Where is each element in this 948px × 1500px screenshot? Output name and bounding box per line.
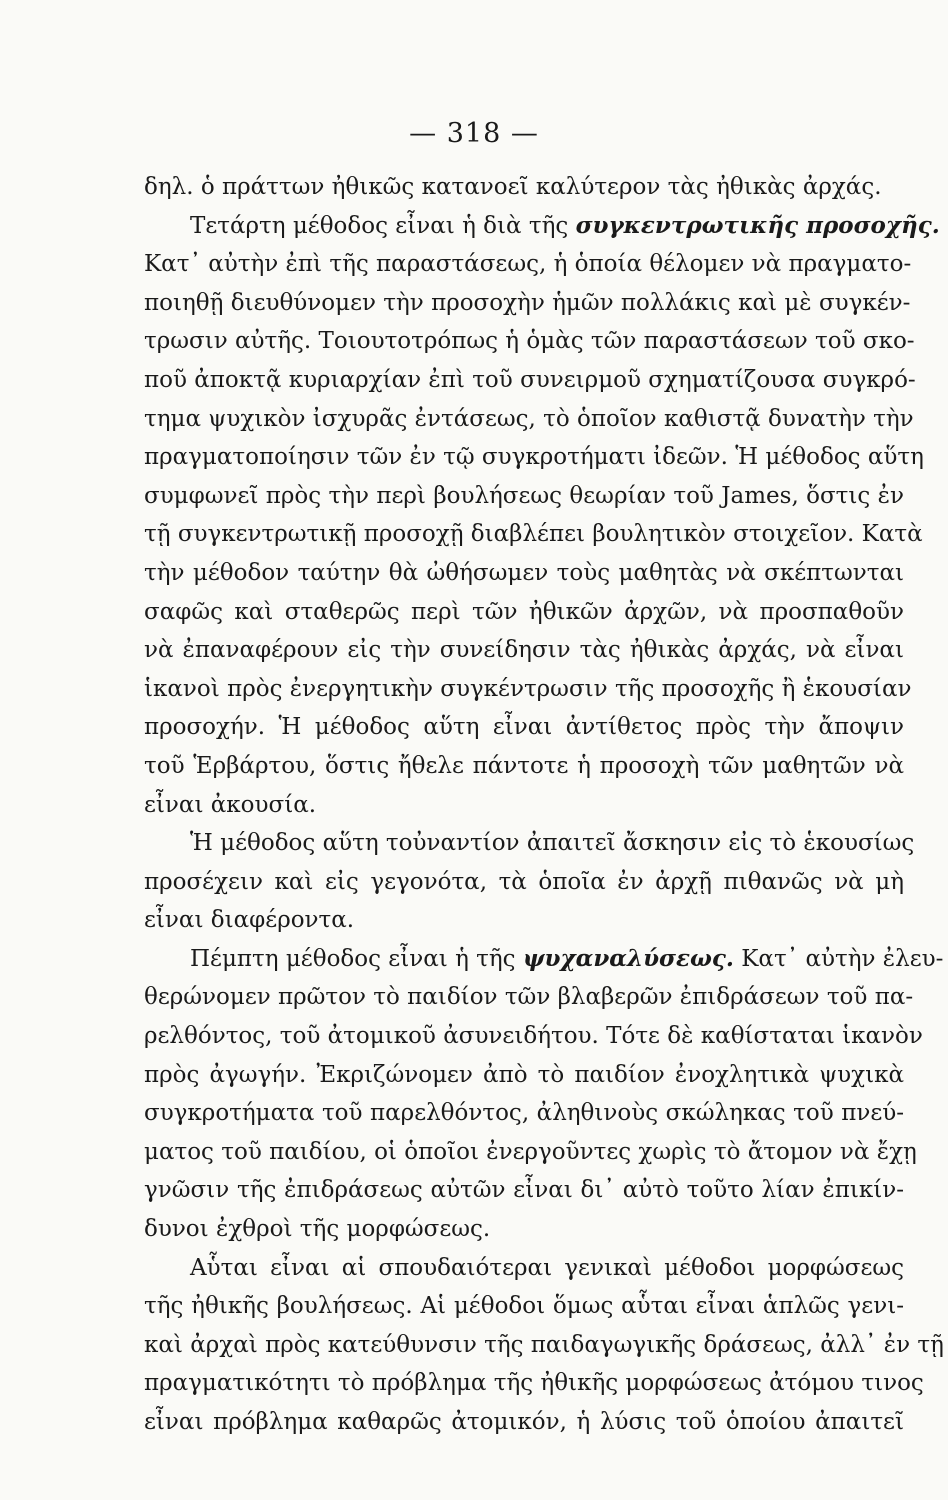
text-segment: τοῦ Ἑρβάρτου, ὅστις ἤθελε πάντοτε ἡ προσοχὴ τῶν μαθητῶν νὰ	[144, 752, 904, 779]
text-line	[144, 284, 911, 323]
text-line	[144, 1056, 904, 1095]
text-line	[144, 1249, 904, 1288]
text-segment: προσοχήν. Ἡ μέθοδος αὕτη εἶναι ἀντίθετος πρὸς τὴν ἄποψιν	[144, 714, 904, 741]
text-line	[144, 1364, 924, 1403]
text-segment: Αὗται εἶναι αἱ σπουδαιότεραι γενικαὶ μέθοδοι μορφώσεως	[190, 1254, 904, 1281]
text-line	[144, 940, 944, 979]
text-segment: σαφῶς καὶ σταθερῶς περὶ τῶν ἠθικῶν ἀρχῶν, νὰ προσπαθοῦν	[144, 598, 904, 625]
text-segment: Ἡ μέθοδος αὕτη τοὐναντίον ἀπαιτεῖ ἄσκησιν εἰς τὸ ἑκουσίως	[190, 830, 915, 857]
text-line	[144, 863, 904, 902]
text-segment: Κατ᾽ αὐτὴν ἐπὶ τῆς παραστάσεως, ἡ ὁποία θέλομεν νὰ πραγματο-	[144, 251, 912, 278]
text-line	[144, 554, 904, 593]
text-segment: Τετάρτη μέθοδος εἶναι ἡ διὰ τῆς	[190, 212, 576, 239]
emphasized-term: συγκεντρωτικῆς προσοχῆς.	[575, 211, 940, 239]
text-segment: ἱκανοὶ πρὸς ἐνεργητικὴν συγκέντρωσιν τῆς προσοχῆς ἢ ἑκουσίαν	[144, 675, 912, 702]
text-segment: Πέμπτη μέθοδος εἶναι ἡ τῆς	[190, 945, 523, 972]
text-line	[144, 515, 923, 554]
text-segment: πρὸς ἀγωγήν. Ἐκριζώνομεν ἀπὸ τὸ παιδίον ἐνοχλητικὰ ψυχικὰ	[144, 1061, 904, 1088]
text-segment: γνῶσιν τῆς ἐπιδράσεως αὐτῶν εἶναι δι᾽ αὐτὸ τοῦτο λίαν ἐπικίν-	[144, 1177, 904, 1204]
text-line	[144, 322, 915, 361]
text-segment: ποιηθῇ διευθύνομεν τὴν προσοχὴν ἡμῶν πολλάκις καὶ μὲ συγκέν-	[144, 289, 911, 316]
text-segment: τῇ συγκεντρωτικῇ προσοχῇ διαβλέπει βουλητικὸν στοιχεῖον. Κατὰ	[144, 521, 923, 548]
text-line	[144, 400, 914, 439]
text-line	[144, 438, 924, 477]
text-line	[144, 361, 916, 400]
text-line	[144, 1171, 904, 1210]
text-line	[144, 786, 904, 825]
body-text	[144, 168, 944, 1442]
text-line	[144, 1210, 904, 1249]
text-segment: νὰ ἐπαναφέρουν εἰς τὴν συνείδησιν τὰς ἠθικὰς ἀρχάς, νὰ εἶναι	[144, 637, 904, 664]
text-line	[144, 901, 904, 940]
text-line	[144, 978, 914, 1017]
text-line	[144, 747, 904, 786]
text-line	[144, 207, 940, 246]
text-line	[144, 708, 904, 747]
text-line	[144, 1017, 923, 1056]
text-line	[144, 1094, 904, 1133]
text-line	[144, 1287, 904, 1326]
emphasized-term: ψυχαναλύσεως.	[522, 944, 734, 972]
text-segment: προσέχειν καὶ εἰς γεγονότα, τὰ ὁποῖα ἐν ἀρχῇ πιθανῶς νὰ μὴ	[144, 868, 904, 895]
text-segment: ποῦ ἀποκτᾷ κυριαρχίαν ἐπὶ τοῦ συνειρμοῦ σχηματίζουσα συγκρό-	[144, 366, 916, 393]
text-segment: θερώνομεν πρῶτον τὸ παιδίον τῶν βλαβερῶν ἐπιδράσεων τοῦ πα-	[144, 984, 914, 1011]
text-segment: συγκροτήματα τοῦ παρελθόντος, ἀληθινοὺς σκώληκας τοῦ πνεύ-	[144, 1100, 904, 1127]
text-segment: τὴν μέθοδον ταύτην θὰ ὠθήσωμεν τοὺς μαθητὰς νὰ σκέπτωνται	[144, 559, 904, 586]
text-line	[144, 1326, 944, 1365]
text-line	[144, 824, 915, 863]
text-line	[144, 168, 904, 207]
text-segment: τρωσιν αὐτῆς. Τοιουτοτρόπως ἡ ὁμὰς τῶν παραστάσεων τοῦ σκο-	[144, 328, 915, 355]
text-segment: δυνοι ἐχθροὶ τῆς μορφώσεως.	[144, 1216, 491, 1243]
text-line	[144, 477, 904, 516]
text-segment: δηλ. ὁ πράττων ἠθικῶς κατανοεῖ καλύτερον τὰς ἠθικὰς ἀρχάς.	[144, 174, 882, 200]
text-line	[144, 1403, 904, 1442]
text-segment: εἶναι διαφέροντα.	[144, 907, 355, 934]
text-segment: Κατ᾽ αὐτὴν ἐλευ-	[733, 945, 944, 972]
text-line	[144, 245, 912, 284]
text-segment: συμφωνεῖ πρὸς τὴν περὶ βουλήσεως θεωρίαν τοῦ James, ὅστις ἐν	[144, 482, 904, 509]
text-segment: τημα ψυχικὸν ἰσχυρᾶς ἐντάσεως, τὸ ὁποῖον καθιστᾷ δυνατὴν τὴν	[144, 405, 914, 432]
text-segment: ματος τοῦ παιδίου, οἱ ὁποῖοι ἐνεργοῦντες χωρὶς τὸ ἄτομον νὰ ἔχῃ	[144, 1138, 917, 1165]
page-number: — 318 —	[409, 118, 539, 149]
text-line	[144, 631, 904, 670]
text-line	[144, 1133, 917, 1172]
text-segment: εἶναι πρόβλημα καθαρῶς ἀτομικόν, ἡ λύσις τοῦ ὁποίου ἀπαιτεῖ	[144, 1409, 904, 1435]
text-segment: καὶ ἀρχαὶ πρὸς κατεύθυνσιν τῆς παιδαγωγικῆς δράσεως, ἀλλ᾽ ἐν τῇ	[144, 1331, 944, 1358]
text-segment: ρελθόντος, τοῦ ἀτομικοῦ ἀσυνειδήτου. Τότε δὲ καθίσταται ἱκανὸν	[144, 1023, 923, 1050]
text-segment: εἶναι ἀκουσία.	[144, 791, 317, 818]
text-line	[144, 593, 904, 632]
text-line	[144, 670, 912, 709]
text-segment: πραγματικότητι τὸ πρόβλημα τῆς ἠθικῆς μορφώσεως ἀτόμου τινος	[144, 1370, 924, 1397]
text-segment: πραγματοποίησιν τῶν ἐν τῷ συγκροτήματι ἰδεῶν. Ἡ μέθοδος αὕτη	[144, 444, 924, 471]
text-segment: τῆς ἠθικῆς βουλήσεως. Αἱ μέθοδοι ὅμως αὗται εἶναι ἁπλῶς γενι-	[144, 1293, 904, 1320]
